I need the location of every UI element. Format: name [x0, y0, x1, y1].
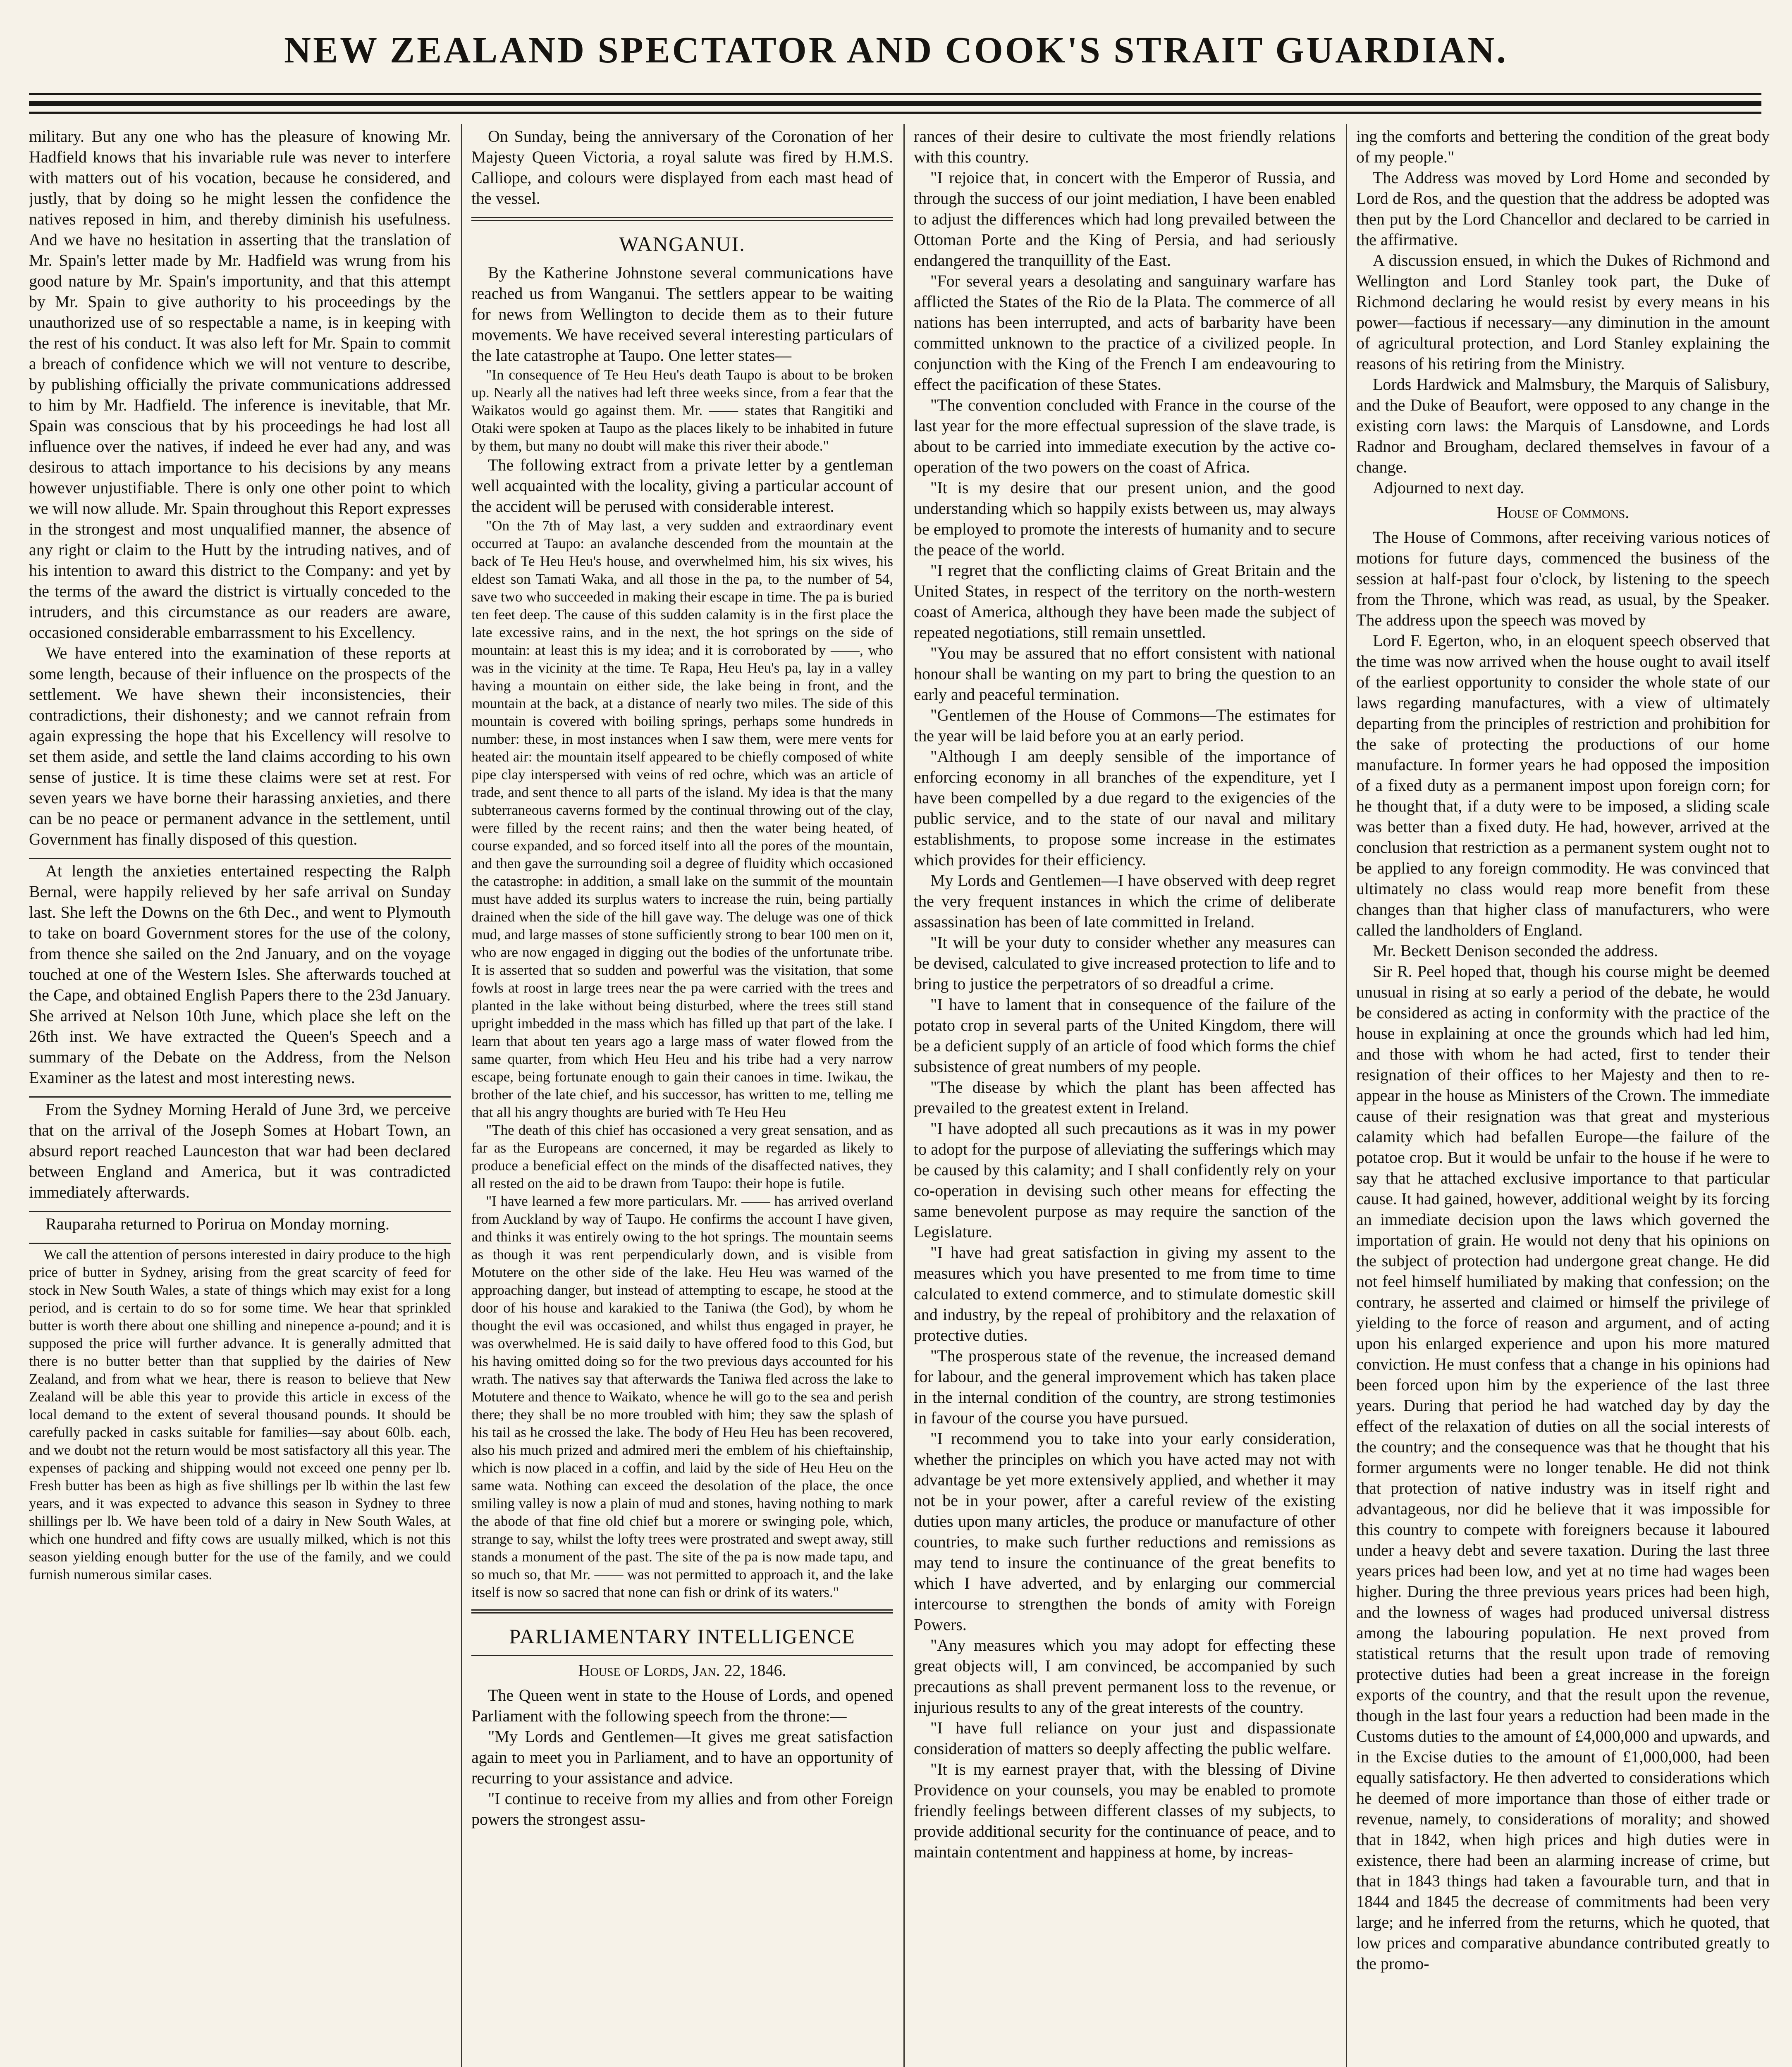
article-separator: [471, 1612, 893, 1614]
article-separator: [471, 1609, 893, 1611]
article-paragraph: "I rejoice that, in concert with the Emperor of Russia, and through the success of our joint mediation, I have been enabled to adjust the differences which had long prevailed between the Ottoman Porte and the King of Persia, and had seriously endangered the tranquillity of the East.: [914, 168, 1336, 270]
article-paragraph: "The disease by which the plant has been affected has prevailed to the greatest extent in Ireland.: [914, 1078, 1336, 1117]
article-paragraph: "For several years a desolating and sanguinary warfare has afflicted the States of the Rio de la Plata. The commerce of all nations has been interrupted, and acts of barbarity have been committed unknown to the practice of a civilized people. In conjunction with the King of the French I am endeavouring to effect the pacification of these States.: [914, 272, 1336, 394]
article-paragraph: "You may be assured that no effort consistent with national honour shall be wanting on my part to bring the question to an early and peaceful termination.: [914, 644, 1336, 704]
masthead-rule-lower: [29, 112, 1761, 114]
article-paragraph: "The convention concluded with France in the course of the last year for the more effectual supression of the slave trade, is about to be carried into immediate execution by the active co-operation of the two powers on the coast of Africa.: [914, 396, 1336, 476]
article-paragraph: At length the anxieties entertained respecting the Ralph Bernal, were happily relieved by her safe arrival on Sunday last. She left the Downs on the 6th Dec., and went to Plymouth to take on board Government stores for the use of the colony, from thence she sailed on the 2nd January, and on the voyage touched at one of the Western Isles. She afterwards touched at the Cape, and obtained English Papers there to the 23d January. She arrived at Nelson 10th June, which place she left on the 26th inst. We have extracted the Queen's Speech and a summary of the Debate on the Address, from the Nelson Examiner as the latest and most interesting news.: [29, 862, 451, 1087]
small-print-block: [29, 1246, 451, 1583]
article-separator: [29, 1243, 451, 1244]
article-paragraph: "Any measures which you may adopt for effecting these great objects will, I am convinced, be accompanied by such precautions as shall prevent permanent loss to the revenue, or injurious results to any of the great interests of the country.: [914, 1636, 1336, 1716]
article-paragraph: "It will be your duty to consider whether any measures can be devised, calculated to give increased protection to life and to bring to justice the perpetrators of so dreadful a crime.: [914, 933, 1336, 993]
article-paragraph: Adjourned to next day.: [1373, 478, 1524, 497]
section-heading: WANGANUI.: [619, 232, 745, 255]
article-paragraph: Lords Hardwick and Malmsbury, the Marquis of Salisbury, and the Duke of Beaufort, were opposed to any change in the existing corn laws: the Marquis of Lansdowne, and Lords Radnor and Brougham, declared themselves in favour of a change.: [1356, 375, 1770, 476]
article-paragraph: The House of Commons, after receiving various notices of motions for future days, commenced the business of the session at half-past four o'clock, by listening to the speech from the Throne, which was read, as usual, by the Speaker. The address upon the speech was moved by: [1356, 528, 1770, 629]
quoted-paragraph: "The death of this chief has occasioned a very great sensation, and as far as the Europeans are concerned, it may be regarded as likely to produce a beneficial effect on the minds of the disaffected natives, they all rested on the aid to be drawn from Taupo: their hope is futile.: [471, 1122, 893, 1191]
masthead-rule-thick: [29, 101, 1761, 106]
article-paragraph: "I have had great satisfaction in giving my assent to the measures which you have presented to me from time to time calculated to extend commerce, and to stimulate domestic skill and industry, by the repeal of prohibitory and the relaxation of protective duties.: [914, 1243, 1336, 1344]
article-paragraph: "I regret that the conflicting claims of Great Britain and the United States, in respect of the territory on the north-western coast of America, although they have been made the subject of repeated negotiations, still remain unsettled.: [914, 561, 1336, 642]
article-paragraph: "The prosperous state of the revenue, the increased demand for labour, and the general improvement which has taken place in the internal condition of the country, are strong testimonies in favour of the course you have pursued.: [914, 1346, 1336, 1427]
article-paragraph: "Gentlemen of the House of Commons—The estimates for the year will be laid before you at an early period.: [914, 706, 1336, 745]
quoted-paragraph: "On the 7th of May last, a very sudden and extraordinary event occurred at Taupo: an avalanche descended from the mountain at the back of Te Heu Heu's house, and overwhelmed him, his six wives, his eldest son Tamati Waka, and all those in the pa, to the number of 54, save two who succeeded in making their escape in time. The pa is buried ten feet deep. The cause of this sudden calamity is in the first place the late excessive rains, and in the next, the hot springs on the side of mountain: at least this is my idea; and it is corroborated by ——, who was in the vicinity at the time. Te Rapa, Heu Heu's pa, lay in a valley having a mountain on either side, the lake being in front, and the mountain at the back, at a distance of nearly two miles. The side of this mountain is covered with boiling springs, perhaps some hundreds in number: these, in most instances when I saw them, were mere vents for heated air: the mountain itself appeared to be chiefly composed of white pipe clay interspersed with veins of red ochre, which was an article of trade, and sent thence to all parts of the island. My idea is that the many subterraneous caverns formed by the continual throwing out of the clay, were filled by the recent rains; and then the water being heated, of course expanded, and so forced itself into all the pores of the mountain, and then gave the surrounding soil a degree of fluidity which occasioned the catastrophe: in addition, a small lake on the summit of the mountain must have added its surplus waters to increase the ruin, being partially drained when the side of the hill gave way. The deluge was one of thick mud, and large masses of stone sufficiently strong to bear 100 men on it, who are now engaged in digging out the bodies of the unfortunate tribe. It is asserted that so sudden and powerful was the visitation, that some fowls at roost in large trees near the pa were carried with the trees and planted in the lake without being disturbed, where the trees still stand upright imbedded in the mass which has filled up that part of the lake. I learn that about ten years ago a large mass of water flowed from the same quarter, from which Heu Heu and his tribe had a very narrow escape, being fortunate enough to gain their canoes in time. Iwikau, the brother of the late chief, and his successor, has written to me, telling me that all his angry thoughts are buried with Te Heu Heu: [471, 518, 893, 1120]
column-divider: [903, 124, 905, 2067]
section-heading: PARLIAMENTARY INTELLIGENCE: [509, 1625, 855, 1648]
article-paragraph: Sir R. Peel hoped that, though his course might be deemed unusual in rising at so early a period of the debate, he would be considered as acting in conformity with the practice of the house in explaining at once the grounds which had led him, and those with whom he had acted, first to tender their resignation of their offices to her Majesty and then to re-appear in the house as Ministers of the Crown. The immediate cause of their resignation was that great and mysterious calamity which had befallen Europe—the failure of the potatoe crop. But it would be unfair to the house if he were to say that he attached exclusive importance to that particular cause. It had gained, however, additional weight by its forcing an immediate decision upon the laws which governed the importation of grain. He would not deny that his opinions on the subject of protection had undergone great change. He did not feel himself humiliated by making that confession; on the contrary, he asserted and claimed or himself the privilege of yielding to the force of reason and argument, and of acting upon his enlarged experience and upon his more matured conviction. He must confess that a change in his opinions had been forced upon him by the experience of the last three years. During that period he had watched day by day the effect of the relaxation of duties on all the social interests of the country; and the consequence was that he thought that his former arguments were no longer tenable. He did not think that protection of native industry was in itself right and advantageous, nor did he believe that it was impossible for this country to compete with foreigners because it laboured under a heavy debt and severe taxation. During the last three years prices had been low, and yet at no time had wages been higher. During the three previous years prices had been high, and the lowness of wages had produced universal distress among the labouring population. He next proved from statistical returns that the result upon trade of removing protective duties had been a great increase in the foreign exports of the country, and that the result upon the revenue, though in the last four years a reduction had been made in the Customs duties to the amount of £4,000,000 and upwards, and in the Excise duties to the amount of £1,000,000, had been equally satisfactory. He then adverted to considerations which he deemed of more importance than those of either trade or revenue, namely, to considerations of morality; and showed that in 1842, when high prices and high duties were in existence, there had been an alarming increase of crime, but that in 1843 things had taken a favourable turn, and that in 1844 and 1845 the decrease of commitments had been very large; and he inferred from the returns, which he quoted, that low prices and comparative abundance contributed greatly to the promo-: [1356, 962, 1770, 1973]
column-divider: [1346, 124, 1347, 2067]
article-separator: [471, 220, 893, 221]
masthead: NEW ZEALAND SPECTATOR AND COOK'S STRAIT GUARDIAN.: [284, 30, 1508, 71]
article-paragraph: military. But any one who has the pleasure of knowing Mr. Hadfield knows that his invariable rule was never to interfere with matters out of his vocation, because he considered, and justly, that by doing so he might lessen the confidence the natives reposed in him, and thereby diminish his usefulness. And we have no hesitation in asserting that the translation of Mr. Spain's letter made by Mr. Hadfield was wrung from his good nature by Mr. Spain's importunity, and that this attempt by Mr. Spain to give authority to his proceedings by the unauthorized use of so respectable a name, is in keeping with the rest of his conduct. It was also left for Mr. Spain to commit a breach of confidence which we will not venture to describe, by publishing officially the private communications addressed to him by Mr. Hadfield. The inference is inevitable, that Mr. Spain was conscious that by his proceedings he had lost all influence over the natives, if indeed he ever had any, and was desirous to attach importance to his decisions by any means however unjustifiable. There is only one other point to which we will now allude. Mr. Spain throughout this Report expresses in the strongest and most unqualified manner, the absence of any right or claim to the Hutt by the intruding natives, and of his intention to award this district to the Company: and yet by the terms of the award the district is virtually conceded to the intruders, and this circumstance as our readers are aware, occasioned considerable embarrassment to his Excellency.: [29, 127, 451, 642]
quoted-paragraph: "In consequence of Te Heu Heu's death Taupo is about to be broken up. Nearly all the natives had left three weeks since, from a fear that the Waikatos would go against them. Mr. —— states that Rangitiki and Otaki were spoken at Taupo as the places likely to be inhabited in future by them, but many no doubt will make this river their abode.": [471, 367, 893, 454]
article-paragraph: We have entered into the examination of these reports at some length, because of their influence on the prospects of the settlement. We have shewn their inconsistencies, their contradictions, their dishonesty; and we cannot refrain from again expressing the hope that his Excellency will resolve to set them aside, and settle the land claims according to his own sense of justice. It is time these claims were set at rest. For seven years we have borne their harassing anxieties, and there can be no peace or permanent advance in the settlement, until Government has finally disposed of this question.: [29, 644, 451, 848]
sub-heading: House of Commons.: [1496, 503, 1630, 522]
article-separator: [29, 1096, 451, 1098]
article-paragraph: From the Sydney Morning Herald of June 3rd, we perceive that on the arrival of the Joseph Somes at Hobart Town, an absurd report reached Launceston that war had been declared between England and America, but it was contradicted immediately afterwards.: [29, 1100, 451, 1201]
article-paragraph: "I recommend you to take into your early consideration, whether the principles on which you have acted may not with advantage be yet more extensively applied, and whether it may not be in your power, after a careful review of the existing duties upon many articles, the produce or manufacture of other countries, to make such further reductions and remissions as may tend to insure the continuance of the great benefits to which I have adverted, and by enlarging our commercial intercourse to strengthen the bonds of amity with Foreign Powers.: [914, 1429, 1336, 1634]
article-paragraph: "I have adopted all such precautions as it was in my power to adopt for the purpose of alleviating the sufferings which may be caused by this calamity; and I shall confidently rely on your co-operation in devising such other means for effecting the same benevolent purpose as may require the sanction of the Legislature.: [914, 1119, 1336, 1241]
article-paragraph: "I continue to receive from my allies and from other Foreign powers the strongest assu-: [471, 1789, 893, 1828]
article-paragraph: Mr. Beckett Denison seconded the address.: [1373, 941, 1658, 960]
article-paragraph: On Sunday, being the anniversary of the Coronation of her Majesty Queen Victoria, a royal salute was fired by H.M.S. Calliope, and colours were displayed from each mast head of the vessel.: [471, 127, 893, 208]
article-paragraph: "It is my earnest prayer that, with the blessing of Divine Providence on your counsels, you may be enabled to promote friendly feelings between different classes of my subjects, to provide additional security for the continuance of peace, and to maintain contentment and happiness at home, by increas-: [914, 1760, 1336, 1861]
sub-heading: House of Lords, Jan. 22, 1846.: [578, 1661, 786, 1680]
article-paragraph: My Lords and Gentlemen—I have observed with deep regret the very frequent instances in which the crime of deliberate assassination has been of late committed in Ireland.: [914, 871, 1336, 931]
article-paragraph: A discussion ensued, in which the Dukes of Richmond and Wellington and Lord Stanley took part, the Duke of Richmond declaring he would resist by every means in his power—factious if necessary—any diminution in the amount of agricultural protection, and Lord Stanley explaining the reasons of his retiring from the Ministry.: [1356, 251, 1770, 373]
article-paragraph: "I have to lament that in consequence of the failure of the potato crop in several parts of the United Kingdom, there will be a deficient supply of an article of food which forms the chief subsistence of great numbers of my people.: [914, 995, 1336, 1076]
small-print-block: [471, 366, 893, 455]
article-paragraph: "My Lords and Gentlemen—It gives me great satisfaction again to meet you in Parliament, and to have an opportunity of recurring to your assistance and advice.: [471, 1727, 893, 1787]
article-separator: [471, 217, 893, 218]
quoted-paragraph: "I have learned a few more particulars. Mr. —— has arrived overland from Auckland by way of Taupo. He confirms the account I have given, and thinks it was entirely owing to the hot springs. The mountain seems as though it was rent perpendicularly down, and is visible from Motutere on the other side of the lake. Heu Heu was warned of the approaching danger, but instead of attempting to escape, he stood at the door of his house and karakied to the Taniwa (the God), by whom he thought the evil was occasioned, and whilst thus engaged in prayer, he was overwhelmed. He is said daily to have offered food to this God, but his having omitted doing so for the two previous days accounted for his wrath. The natives say that afterwards the Taniwa fled across the lake to Motutere and thence to Waikato, whence he will go to the sea and perish there; they shall be no more troubled with him; they saw the splash of his tail as he crossed the lake. The body of Heu Heu has been recovered, also his much prized and admired meri the emblem of his chieftainship, which is now placed in a coffin, and laid by the side of Heu Heu on the same wata. Nothing can exceed the desolation of the place, the once smiling valley is now a plain of mud and stones, having nothing to mark the abode of that fine old chief but a morere or swinging pole, which, strange to say, whilst the lofty trees were prostrated and swept away, still stands a monument of the past. The site of the pa is now made tapu, and so much so, that Mr. —— was not permitted to approach it, and the lake itself is now so sacred that none can fish or drink of its waters.": [471, 1193, 893, 1600]
article-separator: [471, 1655, 893, 1656]
article-paragraph: ing the comforts and bettering the condition of the great body of my people.": [1356, 127, 1770, 166]
article-paragraph: Lord F. Egerton, who, in an eloquent speech observed that the time was now arrived when the house ought to avail itself of the earliest opportunity to consider the whole state of our laws regarding manufactures, with a view of ultimately departing from the principles of restriction and prohibition for the sake of protecting the productions of our home manufacture. In former years he had opposed the imposition of a fixed duty as a permanent impost upon foreign corn; for he thought that, if a duty were to be imposed, a sliding scale was better than a fixed duty. He had, however, arrived at the conclusion that restriction as a permanent system ought not to be applied to any foreign commodity. He was convinced that ultimately no class would reap more benefit from these changes than that higher class of manufacturers, who were called the landholders of England.: [1356, 631, 1770, 939]
small-print-block: [471, 517, 893, 1601]
column-2: [471, 126, 893, 2067]
column-1: [29, 126, 451, 2067]
masthead-rule-thin: [29, 93, 1761, 95]
article-paragraph: By the Katherine Johnstone several communications have reached us from Wanganui. The settlers appear to be waiting for news from Wellington to decide them as to their future movements. We have received several interesting particulars of the late catastrophe at Taupo. One letter states—: [471, 263, 893, 365]
column-divider: [461, 124, 462, 2067]
article-paragraph: "It is my desire that our present union, and the good understanding which so happily exists between us, may always be employed to promote the interests of humanity and to secure the peace of the world.: [914, 478, 1336, 559]
article-paragraph: The following extract from a private letter by a gentleman well acquainted with the locality, giving a particular account of the accident will be perused with considerable interest.: [471, 456, 893, 516]
article-paragraph: The Address was moved by Lord Home and seconded by Lord de Ros, and the question that the address be adopted was then put by the Lord Chancellor and declared to be carried in the affirmative.: [1356, 168, 1770, 249]
article-paragraph: "Although I am deeply sensible of the importance of enforcing economy in all branches of the expenditure, yet I have been compelled by a due regard to the exigencies of the public service, and to the state of our naval and military establishments, to propose some increase in the estimates which provides for their efficiency.: [914, 747, 1336, 869]
article-separator: [29, 858, 451, 859]
column-3: [914, 126, 1336, 2067]
article-separator: [29, 1211, 451, 1212]
article-paragraph: Rauparaha returned to Porirua on Monday morning.: [45, 1215, 390, 1233]
article-paragraph: We call the attention of persons interested in dairy produce to the high price of butter in Sydney, arising from the great scarcity of feed for stock in New South Wales, a state of things which may exist for a long period, and is certain to do so for some time. We hear that sprinkled butter is worth there about one shilling and ninepence a-pound; and it is supposed the price will further advance. It is generally admitted that there is no butter better than that supplied by the dairies of New Zealand, and from what we hear, there is reason to believe that New Zealand will be able this year to provide this article in excess of the local demand to the extent of several thousand pounds. It should be carefully packed in casks suitable for families—say about 60lb. each, and we doubt not the return would be most satisfactory all this year. The expenses of packing and shipping would not exceed one penny per lb. Fresh butter has been as high as five shillings per lb within the last few years, and it was expected to advance this season in Sydney to three shillings per lb. We have been told of a dairy in New South Wales, at which one hundred and fifty cows are usually milked, which is not this season yielding enough butter for the use of the family, and we could furnish numerous similar cases.: [29, 1246, 451, 1582]
article-paragraph: rances of their desire to cultivate the most friendly relations with this country.: [914, 127, 1336, 166]
article-paragraph: "I have full reliance on your just and dispassionate consideration of matters so deeply affecting the public welfare.: [914, 1719, 1336, 1758]
column-4: [1356, 126, 1770, 2067]
article-paragraph: The Queen went in state to the House of Lords, and opened Parliament with the following speech from the throne:—: [471, 1686, 893, 1725]
